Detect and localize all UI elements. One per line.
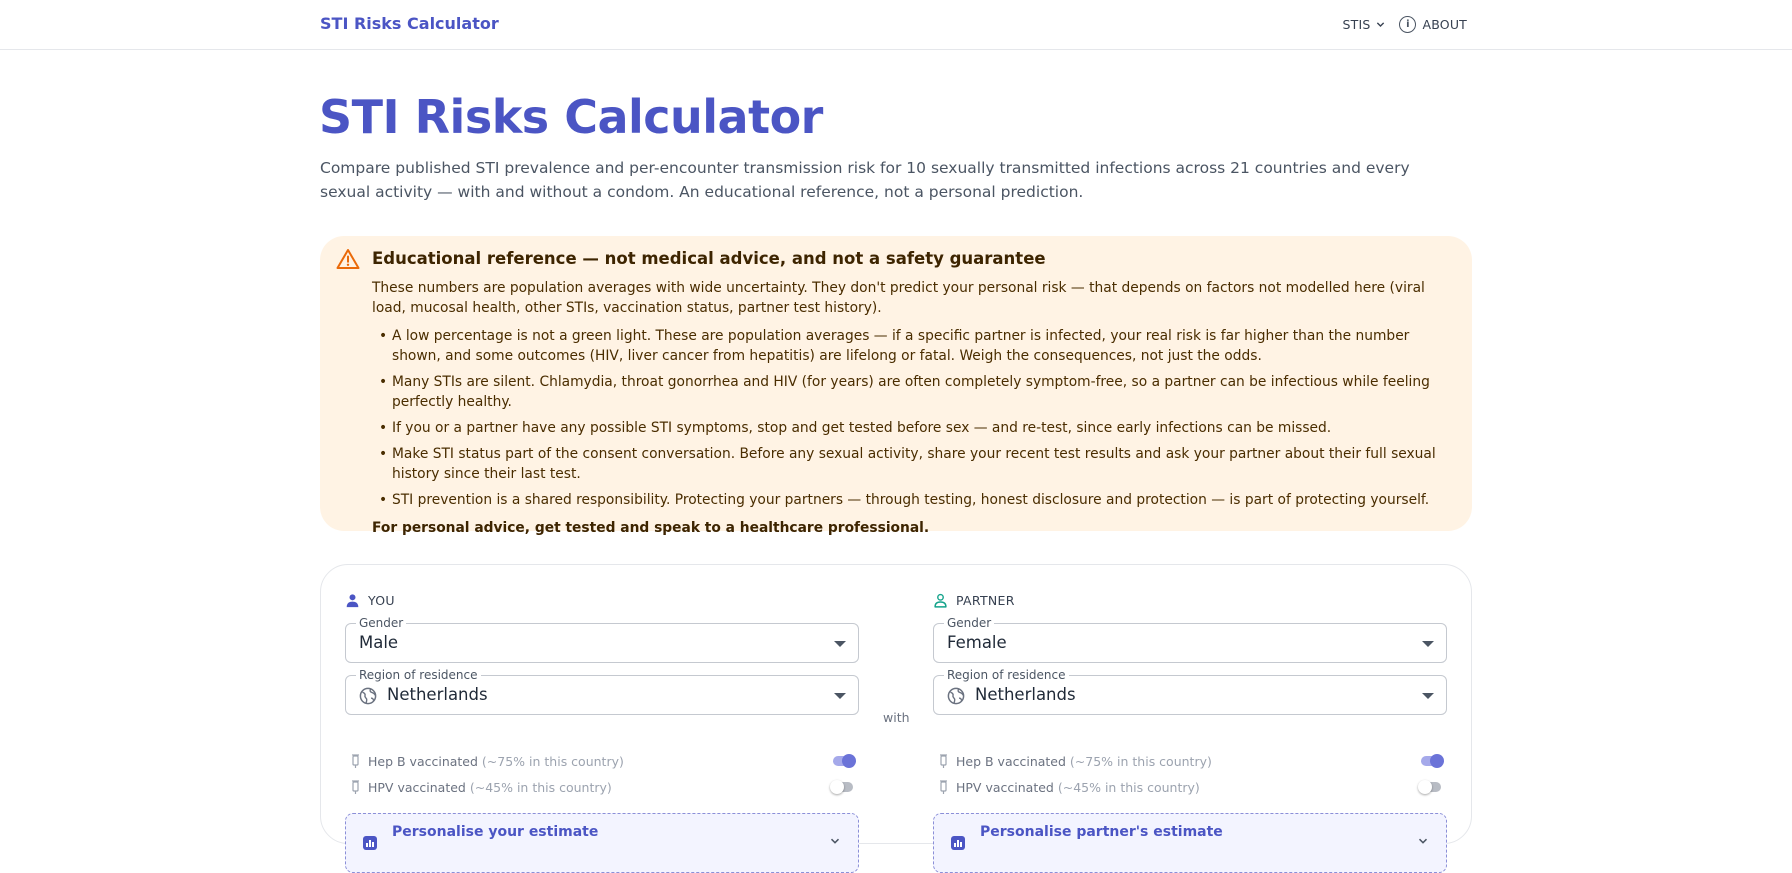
brand-link[interactable]: STI Risks Calculator bbox=[320, 14, 499, 33]
disclaimer-list bbox=[372, 326, 1457, 510]
you-hpv-label: HPV vaccinated bbox=[368, 780, 466, 795]
chart-icon bbox=[363, 836, 377, 850]
syringe-icon bbox=[350, 754, 362, 768]
toggle-knob bbox=[842, 754, 856, 768]
partner-hpv-text bbox=[956, 780, 1200, 795]
globe-icon bbox=[359, 687, 377, 705]
toggle-knob bbox=[1418, 780, 1432, 794]
disclaimer-point: • A low percentage is not a green light. These are population averages — if a specific partner is infected, your real risk is far higher than the number shown, and some outcomes (HIV, liver cancer from hepatitis) are lifelong or fatal. Weigh the consequences, not just the odds. bbox=[372, 326, 1457, 366]
disclaimer-title: Educational reference — not medical advice, and not a safety guarantee bbox=[372, 249, 1046, 268]
chevron-down-icon bbox=[1418, 836, 1428, 846]
partner-hepb-row bbox=[933, 753, 1447, 771]
partner-hepb-note: (~75% in this country) bbox=[1069, 754, 1212, 769]
page-intro: Compare published STI prevalence and per-encounter transmission risk for 10 sexually transmitted infections across 21 countries and every sexual activity — with and without a condom. An educational reference, not a personal prediction. bbox=[320, 159, 1410, 201]
you-hepb-toggle[interactable] bbox=[833, 756, 853, 766]
partner-hepb-text bbox=[956, 754, 1212, 769]
you-hpv-row bbox=[345, 779, 859, 797]
partner-heading-label: PARTNER bbox=[956, 592, 1015, 608]
dropdown-arrow-icon bbox=[1422, 641, 1434, 647]
you-hepb-text bbox=[368, 754, 624, 769]
nav-stis-label: STIS bbox=[1342, 17, 1371, 32]
dropdown-arrow-icon bbox=[834, 693, 846, 699]
you-gender-label: Gender bbox=[356, 616, 406, 630]
syringe-icon bbox=[938, 780, 950, 794]
top-navigation-bar bbox=[0, 0, 1792, 50]
partner-column bbox=[933, 591, 1447, 840]
chevron-down-icon bbox=[830, 836, 840, 846]
page-title: STI Risks Calculator bbox=[319, 90, 823, 144]
partner-region-select[interactable] bbox=[933, 668, 1447, 715]
disclaimer-point: • Make STI status part of the consent conversation. Before any sexual activity, share your recent test results and ask your partner about their full sexual history since their last test. bbox=[372, 444, 1457, 484]
you-heading-label: YOU bbox=[368, 592, 395, 608]
disclaimer-lead: These numbers are population averages with wide uncertainty. They don't predict your personal risk — that depends on factors not modelled here (viral load, mucosal health, other STIs, vaccination status, partner test history). bbox=[372, 280, 1425, 316]
disclaimer-point: • STI prevention is a shared responsibility. Protecting your partners — through testing, honest disclosure and protection — is part of protecting yourself. bbox=[372, 490, 1457, 510]
you-hpv-text bbox=[368, 780, 612, 795]
partner-hepb-label: Hep B vaccinated bbox=[956, 754, 1066, 769]
disclaimer-box bbox=[320, 236, 1472, 536]
main-nav bbox=[1342, 16, 1467, 33]
partner-hpv-toggle[interactable] bbox=[1421, 782, 1441, 792]
you-personalise-label: Personalise your estimate bbox=[392, 824, 599, 840]
toggle-knob bbox=[830, 780, 844, 794]
you-hepb-label: Hep B vaccinated bbox=[368, 754, 478, 769]
warning-triangle-icon bbox=[336, 248, 360, 270]
partner-hpv-row bbox=[933, 779, 1447, 797]
you-gender-select[interactable] bbox=[345, 616, 859, 663]
person-outline-icon bbox=[933, 593, 948, 608]
you-heading bbox=[345, 591, 859, 609]
dropdown-arrow-icon bbox=[834, 641, 846, 647]
globe-icon bbox=[947, 687, 965, 705]
calculator-panel bbox=[320, 564, 1472, 844]
you-region-label: Region of residence bbox=[356, 668, 481, 682]
you-column bbox=[345, 591, 859, 840]
partner-gender-label: Gender bbox=[944, 616, 994, 630]
partner-region-value: Netherlands bbox=[975, 685, 1076, 704]
partner-gender-select[interactable] bbox=[933, 616, 1447, 663]
you-hpv-note: (~45% in this country) bbox=[469, 780, 612, 795]
info-icon: i bbox=[1399, 16, 1416, 33]
partner-hpv-label: HPV vaccinated bbox=[956, 780, 1054, 795]
partner-hepb-toggle[interactable] bbox=[1421, 756, 1441, 766]
nav-about-link[interactable] bbox=[1399, 16, 1467, 33]
dropdown-arrow-icon bbox=[1422, 693, 1434, 699]
you-region-select[interactable] bbox=[345, 668, 859, 715]
syringe-icon bbox=[938, 754, 950, 768]
disclaimer-footer: For personal advice, get tested and speak to a healthcare professional. bbox=[372, 520, 930, 536]
disclaimer-point: • If you or a partner have any possible STI symptoms, stop and get tested before sex — and re-test, since early infections can be missed. bbox=[372, 418, 1457, 438]
chart-icon bbox=[951, 836, 965, 850]
you-gender-value: Male bbox=[359, 633, 399, 652]
partner-region-label: Region of residence bbox=[944, 668, 1069, 682]
with-connector: with bbox=[883, 710, 910, 725]
nav-stis-menu[interactable] bbox=[1342, 17, 1385, 32]
chevron-down-icon bbox=[1376, 20, 1385, 29]
toggle-knob bbox=[1430, 754, 1444, 768]
disclaimer-body bbox=[372, 278, 1457, 538]
partner-personalise-button[interactable] bbox=[933, 813, 1447, 873]
nav-about-label: ABOUT bbox=[1422, 17, 1467, 32]
you-hepb-row bbox=[345, 753, 859, 771]
partner-personalise-label: Personalise partner's estimate bbox=[980, 824, 1223, 840]
you-region-value: Netherlands bbox=[387, 685, 488, 704]
person-icon bbox=[345, 593, 360, 608]
partner-hpv-note: (~45% in this country) bbox=[1057, 780, 1200, 795]
partner-heading bbox=[933, 591, 1447, 609]
partner-gender-value: Female bbox=[947, 633, 1007, 652]
you-personalise-button[interactable] bbox=[345, 813, 859, 873]
you-hepb-note: (~75% in this country) bbox=[481, 754, 624, 769]
disclaimer-point: • Many STIs are silent. Chlamydia, throat gonorrhea and HIV (for years) are often completely symptom-free, so a partner can be infectious while feeling perfectly healthy. bbox=[372, 372, 1457, 412]
you-hpv-toggle[interactable] bbox=[833, 782, 853, 792]
syringe-icon bbox=[350, 780, 362, 794]
